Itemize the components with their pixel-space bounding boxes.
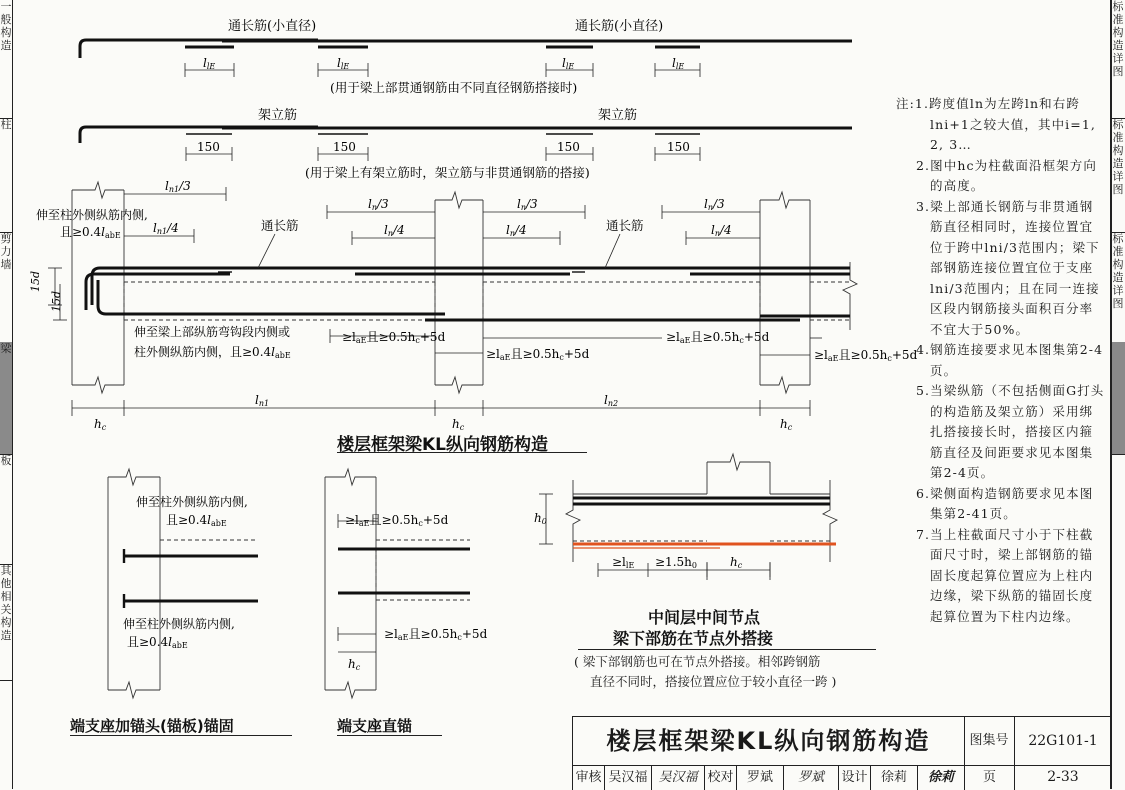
dim-ln1: ln1	[255, 393, 270, 408]
note-item: 注:1.跨度值ln为左跨ln和右跨lni+1之较大值，其中i=1, 2, 3…	[896, 96, 1096, 152]
note-item: 6.梁侧面构造钢筋要求见本图集第2-41页。	[916, 485, 1094, 521]
erect-note: (用于梁上有架立筋时，架立筋与非贯通钢筋的搭接)	[305, 165, 590, 180]
extend-note-top-2: 且≥0.4labE	[60, 225, 121, 240]
plate-note-2: 且≥0.4labE	[127, 635, 188, 650]
continuous-small-label: 通长筋(小直径)	[575, 19, 664, 34]
extend-note-top: 伸至柱外侧纵筋内侧,	[36, 208, 148, 222]
dim-150: 150	[557, 140, 580, 154]
right-tab-label: 标准构造详图	[1112, 0, 1124, 78]
dim-ln1-third: ln1/3	[165, 179, 191, 194]
sidebar-tab-label: 柱	[0, 118, 12, 131]
dim-150: 150	[667, 140, 690, 154]
dim-h0: h0	[534, 511, 547, 526]
right-tab-label: 标准构造详图	[1112, 232, 1124, 310]
dim-hc: hc	[348, 657, 361, 672]
caption-mid-node-1: 中间层中间节点	[648, 608, 761, 627]
sheet-frame	[12, 0, 1112, 789]
page-label: 页	[965, 765, 1015, 790]
dim-ln-third: ln/3	[368, 197, 389, 212]
dim-ln-third: ln/3	[704, 197, 725, 212]
dim-ln-third: ln/3	[517, 197, 538, 212]
note-item: 5.当梁纵筋（不包括侧面G打头的构造筋及架立筋）采用绑扎搭接接长时，搭接区内箍筋直径及间距要求见本图集第2-4页。	[916, 383, 1105, 480]
caption-anchor-plate: 端支座加锚头(锚板)锚固	[70, 717, 234, 735]
dim-ln-quarter: ln/4	[506, 223, 527, 238]
erect-label: 架立筋	[598, 108, 638, 123]
dim-ln1-quarter: ln1/4	[153, 221, 179, 236]
dim-15h0: ≥1.5h0	[655, 555, 697, 570]
atlas-label: 图集号	[964, 717, 1015, 766]
note-item: 3.梁上部通长钢筋与非贯通钢筋直径相同时，连接位置宜位于跨中lni/3范围内；梁下部钢筋连接位置宜位于支座lni/3范围内；且在同一连接区段内钢筋接头面积百分率不宜大于50%。	[916, 198, 1100, 337]
sidebar-tab-label: 一般构造	[0, 0, 12, 52]
checker-name: 罗斌	[737, 765, 784, 790]
dim-150: 150	[333, 140, 356, 154]
dim-15d: 15d	[50, 290, 63, 312]
mid-node-note-1: ( 梁下部钢筋也可在节点外搭接。相邻跨钢筋	[574, 654, 821, 669]
continuous-bar-label: 通长筋	[261, 218, 299, 233]
design-label: 设计	[839, 765, 871, 790]
anchor-dim-far-right: ≥laE且≥0.5hc+5d	[814, 348, 918, 363]
note-item: 7.当上柱截面尺寸小于下柱截面尺寸时，梁上部钢筋的锚固长度起算位置应为上柱内边缘，梁下纵筋的锚固长度起算位置为下柱内边缘。	[916, 526, 1094, 624]
dim-15d: 15d	[29, 270, 42, 292]
continuous-note: (用于梁上部贯通钢筋由不同直径钢筋搭接时)	[330, 80, 578, 95]
plate-note: 伸至柱外侧纵筋内侧,	[123, 617, 235, 631]
right-tab-label: 标准构造详图	[1112, 118, 1124, 196]
dim-ln-quarter: ln/4	[384, 223, 405, 238]
dim-lle: llE	[672, 56, 685, 71]
erect-label: 架立筋	[258, 108, 298, 123]
dim-lle-mid: ≥llE	[612, 555, 635, 570]
dim-hc: hc	[730, 555, 743, 570]
note-item: 4.钢筋连接要求见本图集第2-4页。	[916, 342, 1104, 378]
dim-hc: hc	[452, 417, 465, 432]
straight-anchor-dim-bottom: ≥laE且≥0.5hc+5d	[384, 627, 488, 642]
anchor-dim-right: ≥laE且≥0.5hc+5d	[666, 330, 770, 345]
continuous-small-label: 通长筋(小直径)	[228, 19, 317, 34]
plate-note-2: 且≥0.4labE	[166, 513, 227, 528]
dim-ln2: ln2	[604, 393, 619, 408]
designer-signature: 徐莉	[918, 765, 965, 790]
checker-signature: 罗斌	[784, 765, 839, 790]
check-label: 校对	[705, 765, 737, 790]
sidebar-tab-label: 梁	[0, 342, 12, 355]
designer-name: 徐莉	[871, 765, 918, 790]
dim-lle: llE	[337, 56, 350, 71]
plate-note: 伸至柱外侧纵筋内侧,	[136, 495, 248, 509]
dim-lle: llE	[203, 56, 216, 71]
caption-straight-anchor: 端支座直锚	[337, 717, 413, 735]
note-item: 2.图中hc为柱截面沿框架方向的高度。	[916, 157, 1097, 193]
sidebar-tab-label: 板	[0, 454, 12, 467]
sidebar-tab-label: 其他相关构造	[0, 564, 12, 642]
mid-node-note-2: 直径不同时，搭接位置应位于较小直径一跨 )	[590, 674, 837, 689]
caption-main: 楼层框架梁KL纵向钢筋构造	[337, 435, 549, 455]
caption-mid-node-2: 梁下部筋在节点外搭接	[613, 629, 774, 648]
reviewer-name: 吴汉福	[605, 765, 652, 790]
dim-hc: hc	[94, 417, 107, 432]
dim-ln-quarter: ln/4	[711, 223, 732, 238]
review-label: 审核	[573, 765, 605, 790]
drawing-title: 楼层框架梁KL纵向钢筋构造	[573, 717, 965, 766]
continuous-bar-label: 通长筋	[606, 218, 644, 233]
sidebar-tab-label: 剪力墙	[0, 232, 12, 271]
reviewer-signature: 吴汉福	[652, 765, 705, 790]
atlas-number: 22G101-1	[1015, 717, 1111, 766]
dim-hc: hc	[780, 417, 793, 432]
dim-lle: llE	[562, 56, 575, 71]
notes-head: 注:	[896, 96, 915, 111]
extend-note-bottom-2: 柱外侧纵筋内侧，且≥0.4labE	[134, 345, 291, 360]
page-number: 2-33	[1047, 769, 1079, 785]
dim-150: 150	[197, 140, 220, 154]
extend-note-bottom: 伸至梁上部纵筋弯钩段内侧或	[134, 325, 291, 339]
anchor-dim-mid: ≥laE且≥0.5hc+5d	[486, 347, 590, 362]
straight-anchor-dim-top: ≥laE且≥0.5hc+5d	[345, 513, 449, 528]
anchor-dim-left: ≥laE且≥0.5hc+5d	[342, 330, 446, 345]
